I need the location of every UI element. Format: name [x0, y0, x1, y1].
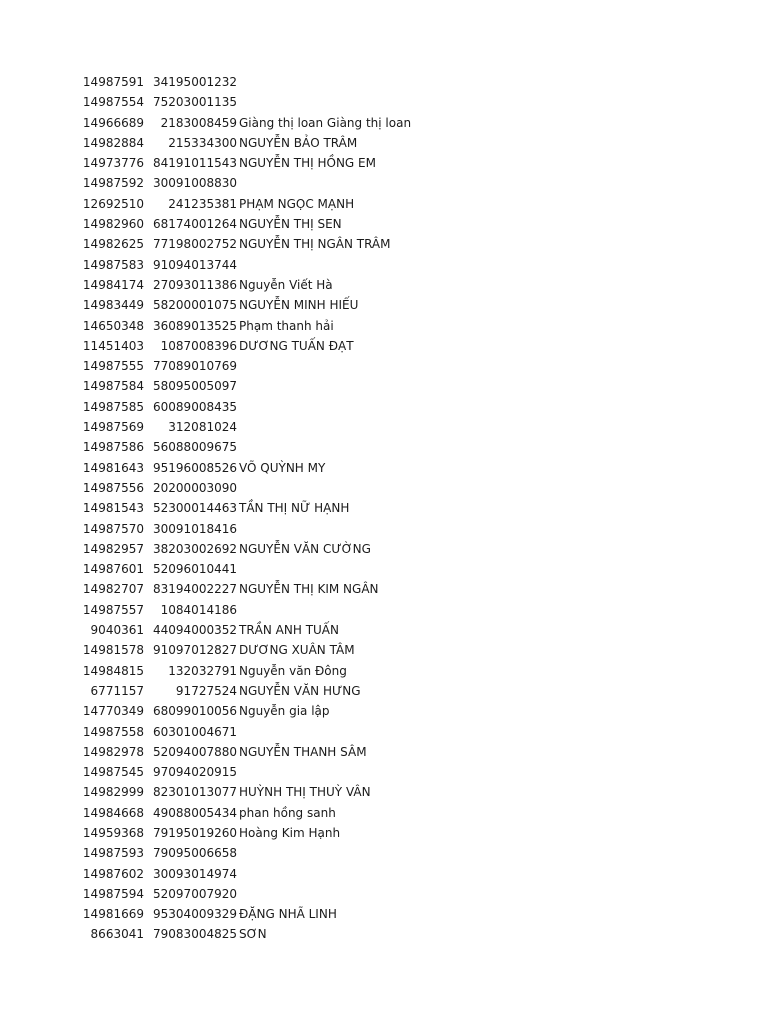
record-id: 14987555 — [82, 359, 144, 374]
table-row — [0, 417, 768, 437]
record-id: 14987594 — [82, 886, 144, 901]
record-number: 79095006658 — [153, 846, 237, 861]
record-number: 79083004825 — [153, 927, 237, 942]
record-name: NGUYỄN VĂN CƯỜNG — [239, 541, 371, 556]
table-row — [0, 823, 768, 843]
record-number: 77198002752 — [153, 237, 237, 252]
record-number: 52097007920 — [153, 886, 237, 901]
record-number: 60301004671 — [153, 724, 237, 739]
record-number: 30093014974 — [153, 866, 237, 881]
record-id: 14982957 — [82, 541, 144, 556]
record-id: 14987601 — [82, 562, 144, 577]
record-number: 30091018416 — [153, 521, 237, 536]
record-id: 6771157 — [90, 683, 144, 698]
record-number: 77089010769 — [153, 359, 237, 374]
record-id: 14987557 — [82, 602, 144, 617]
table-row — [0, 559, 768, 579]
table-row — [0, 275, 768, 295]
record-number: 241235381 — [168, 196, 237, 211]
table-row — [0, 113, 768, 133]
record-number: 2183008459 — [160, 115, 237, 130]
record-name: VÕ QUỲNH MY — [239, 460, 326, 475]
record-number: 68174001264 — [153, 217, 237, 232]
table-row — [0, 194, 768, 214]
table-row — [0, 316, 768, 336]
record-number: 1087008396 — [160, 338, 237, 353]
record-number: 83194002227 — [153, 582, 237, 597]
record-id: 8663041 — [90, 927, 144, 942]
record-id: 12692510 — [82, 196, 144, 211]
record-name: Phạm thanh hải — [239, 318, 334, 333]
record-name: NGUYỄN THỊ SEN — [239, 217, 342, 232]
table-row — [0, 864, 768, 884]
table-row — [0, 458, 768, 478]
data-table — [0, 72, 768, 945]
record-number: 75203001135 — [153, 95, 237, 110]
record-name: TRẦN ANH TUẤN — [239, 623, 339, 638]
table-row — [0, 600, 768, 620]
record-number: 36089013525 — [153, 318, 237, 333]
record-number: 1084014186 — [160, 602, 237, 617]
table-row — [0, 519, 768, 539]
record-id: 14982999 — [82, 785, 144, 800]
record-name: Nguyễn văn Đông — [239, 663, 347, 678]
record-id: 14982625 — [82, 237, 144, 252]
record-number: 56088009675 — [153, 440, 237, 455]
record-id: 14770349 — [82, 704, 144, 719]
record-number: 52094007880 — [153, 744, 237, 759]
record-id: 14987586 — [82, 440, 144, 455]
table-row — [0, 295, 768, 315]
record-id: 14987584 — [82, 379, 144, 394]
record-number: 91097012827 — [153, 643, 237, 658]
table-row — [0, 255, 768, 275]
record-number: 49088005434 — [153, 805, 237, 820]
record-name: Giàng thị loan Giàng thị loan — [239, 115, 412, 130]
record-id: 14987554 — [82, 95, 144, 110]
record-id: 14987592 — [82, 176, 144, 191]
table-row — [0, 72, 768, 92]
record-name: Nguyễn Viết Hà — [239, 277, 333, 292]
table-row — [0, 681, 768, 701]
table-row — [0, 437, 768, 457]
record-id: 14966689 — [82, 115, 144, 130]
table-row — [0, 884, 768, 904]
record-id: 14983449 — [82, 298, 144, 313]
record-id: 14987558 — [82, 724, 144, 739]
record-id: 14982707 — [82, 582, 144, 597]
record-number: 95304009329 — [153, 907, 237, 922]
table-row — [0, 803, 768, 823]
table-row — [0, 701, 768, 721]
record-number: 312081024 — [168, 420, 237, 435]
record-number: 91727524 — [175, 683, 237, 698]
record-number: 68099010056 — [153, 704, 237, 719]
record-name: phan hồng sanh — [239, 805, 336, 820]
record-number: 58200001075 — [153, 298, 237, 313]
record-id: 14959368 — [82, 825, 144, 840]
table-row — [0, 924, 768, 944]
table-row — [0, 722, 768, 742]
record-number: 97094020915 — [153, 765, 237, 780]
record-name: Hoàng Kim Hạnh — [239, 825, 341, 840]
record-id: 14984815 — [82, 663, 144, 678]
record-id: 14982960 — [82, 217, 144, 232]
table-row — [0, 376, 768, 396]
record-number: 27093011386 — [153, 277, 237, 292]
record-id: 14984174 — [82, 277, 144, 292]
record-id: 14987593 — [82, 846, 144, 861]
record-number: 52096010441 — [153, 562, 237, 577]
record-name: NGUYỄN VĂN HƯNG — [239, 683, 361, 698]
record-name: PHẠM NGỌC MẠNH — [239, 196, 355, 211]
record-id: 14987556 — [82, 480, 144, 495]
table-row — [0, 762, 768, 782]
record-id: 9040361 — [90, 623, 144, 638]
record-name: DƯƠNG XUÂN TÂM — [239, 643, 355, 658]
table-row — [0, 336, 768, 356]
record-id: 11451403 — [82, 338, 144, 353]
table-row — [0, 904, 768, 924]
table-row — [0, 92, 768, 112]
record-number: 34195001232 — [153, 75, 237, 89]
table-row — [0, 498, 768, 518]
table-row — [0, 173, 768, 193]
record-id: 14973776 — [82, 156, 144, 171]
record-id: 14982978 — [82, 744, 144, 759]
record-name: NGUYỄN THỊ KIM NGÂN — [239, 582, 379, 597]
record-id: 14981578 — [82, 643, 144, 658]
record-name: NGUYỄN THỊ NGÂN TRÂM — [239, 237, 391, 252]
record-name: NGUYỄN THANH SÂM — [239, 744, 367, 759]
table-row — [0, 742, 768, 762]
record-name: NGUYỄN BẢO TRÂM — [239, 135, 358, 150]
table-row — [0, 782, 768, 802]
record-name: ĐẶNG NHÃ LINH — [239, 907, 337, 922]
table-row — [0, 153, 768, 173]
record-number: 132032791 — [168, 663, 237, 678]
record-id: 14982884 — [82, 135, 144, 150]
table-row — [0, 214, 768, 234]
record-name: DƯƠNG TUẤN ĐẠT — [239, 338, 354, 353]
table-row — [0, 356, 768, 376]
record-id: 14987545 — [82, 765, 144, 780]
record-number: 79195019260 — [153, 825, 237, 840]
record-number: 38203002692 — [153, 541, 237, 556]
table-row — [0, 640, 768, 660]
record-id: 14650348 — [82, 318, 144, 333]
record-number: 60089008435 — [153, 399, 237, 414]
record-id: 14981643 — [82, 460, 144, 475]
table-row — [0, 234, 768, 254]
record-number: 84191011543 — [153, 156, 237, 171]
record-id: 14987602 — [82, 866, 144, 881]
record-number: 58095005097 — [153, 379, 237, 394]
record-number: 91094013744 — [153, 257, 237, 272]
record-number: 82301013077 — [153, 785, 237, 800]
record-number: 215334300 — [168, 135, 237, 150]
record-name: NGUYỄN THỊ HỒNG EM — [239, 156, 376, 171]
record-id: 14987585 — [82, 399, 144, 414]
record-name: SƠN — [239, 927, 267, 942]
record-name: HUỲNH THỊ THUỲ VÂN — [239, 785, 371, 800]
table-row — [0, 661, 768, 681]
record-id: 14987569 — [82, 420, 144, 435]
record-number: 52300014463 — [153, 501, 237, 516]
record-name: Nguyễn gia lập — [239, 704, 330, 719]
record-id: 14987570 — [82, 521, 144, 536]
record-id: 14984668 — [82, 805, 144, 820]
table-row — [0, 579, 768, 599]
record-number: 95196008526 — [153, 460, 237, 475]
table-row — [0, 539, 768, 559]
record-id: 14987583 — [82, 257, 144, 272]
record-number: 30091008830 — [153, 176, 237, 191]
table-row — [0, 397, 768, 417]
record-id: 14981669 — [82, 907, 144, 922]
table-row — [0, 843, 768, 863]
record-id: 14981543 — [82, 501, 144, 516]
table-row — [0, 478, 768, 498]
record-id: 14987591 — [82, 75, 144, 89]
record-number: 20200003090 — [153, 480, 237, 495]
table-row — [0, 133, 768, 153]
table-row — [0, 620, 768, 640]
record-number: 44094000352 — [153, 623, 237, 638]
record-name: NGUYỄN MINH HIẾU — [239, 298, 359, 313]
record-name: TẦN THỊ NỮ HẠNH — [239, 501, 350, 516]
